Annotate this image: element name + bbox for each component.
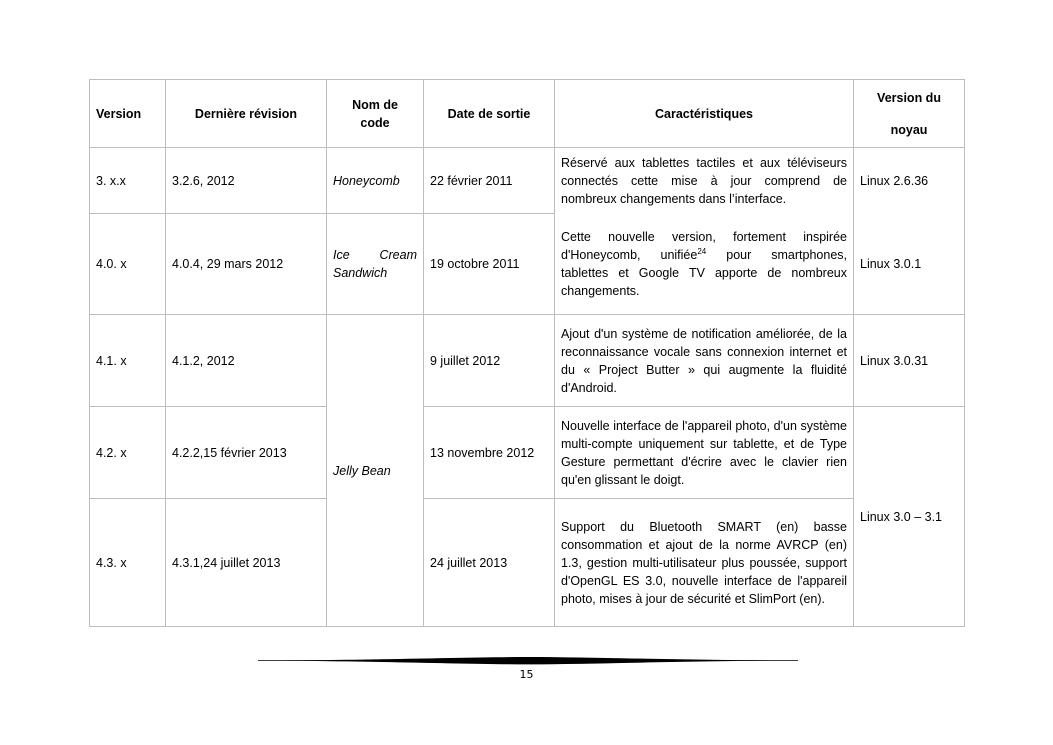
cell-revision: 3.2.6, 2012 — [166, 148, 327, 214]
cell-release-date: 9 juillet 2012 — [424, 315, 555, 407]
cell-release-date: 24 juillet 2013 — [424, 499, 555, 627]
table-row — [90, 315, 965, 407]
cell-kernel: Linux 2.6.36 — [854, 148, 965, 214]
table-header-row — [90, 80, 965, 148]
page-number: 15 — [519, 668, 534, 681]
header-features: Caractéristiques — [555, 80, 854, 148]
cell-version: 4.2. x — [90, 407, 166, 499]
cell-kernel: Linux 3.0.1 — [854, 214, 965, 315]
table-row — [90, 214, 965, 315]
footer-rule — [258, 656, 798, 665]
header-release-date: Date de sortie — [424, 80, 555, 148]
header-last-revision: Dernière révision — [166, 80, 327, 148]
table-row — [90, 148, 965, 214]
cell-kernel: Linux 3.0 – 3.1 — [854, 407, 965, 627]
cell-release-date: 13 novembre 2012 — [424, 407, 555, 499]
cell-kernel: Linux 3.0.31 — [854, 315, 965, 407]
cell-codename: Ice Cream Sandwich — [327, 214, 424, 315]
cell-release-date: 19 octobre 2011 — [424, 214, 555, 315]
cell-revision: 4.2.2,15 février 2013 — [166, 407, 327, 499]
cell-features: Nouvelle interface de l'appareil photo, d'un système multi-compte uniquement sur tablette, et de Type Gesture permettant d'écrire avec le clavier rien qu'en glissant le doigt. — [555, 407, 854, 499]
cell-features: Réservé aux tablettes tactiles et aux téléviseurs connectés cette mise à jour comprend de nombreux changements dans l’interface. — [555, 148, 854, 214]
table-row — [90, 499, 965, 627]
table-row — [90, 407, 965, 499]
header-kernel-version: Version du noyau — [854, 80, 965, 148]
cell-version: 4.3. x — [90, 499, 166, 627]
cell-codename: Honeycomb — [327, 148, 424, 214]
cell-revision: 4.3.1,24 juillet 2013 — [166, 499, 327, 627]
cell-features: Ajout d'un système de notification améliorée, de la reconnaissance vocale sans connexion internet et du « Project Butter » qui augmente la fluidité d'Android. — [555, 315, 854, 407]
cell-version: 3. x.x — [90, 148, 166, 214]
cell-revision: 4.0.4, 29 mars 2012 — [166, 214, 327, 315]
cell-version: 4.1. x — [90, 315, 166, 407]
cell-features: Cette nouvelle version, fortement inspirée d'Honeycomb, unifiée$^{24}$ pour smartphones, tablettes et Google TV apporte de nombreux changements. — [555, 214, 854, 315]
header-version: Version — [90, 80, 166, 148]
android-versions-table — [89, 79, 965, 627]
cell-features: Support du Bluetooth SMART (en) basse consommation et ajout de la norme AVRCP (en) 1.3, gestion multi-utilisateur plus poussée, support d'OpenGL ES 3.0, nouvelle interface de l'appareil photo, mises à jour de sécurité et SlimPort (en). — [555, 499, 854, 627]
cell-revision: 4.1.2, 2012 — [166, 315, 327, 407]
cell-version: 4.0. x — [90, 214, 166, 315]
header-codename: Nom de code — [327, 80, 424, 148]
cell-release-date: 22 février 2011 — [424, 148, 555, 214]
cell-codename: Jelly Bean — [327, 315, 424, 627]
